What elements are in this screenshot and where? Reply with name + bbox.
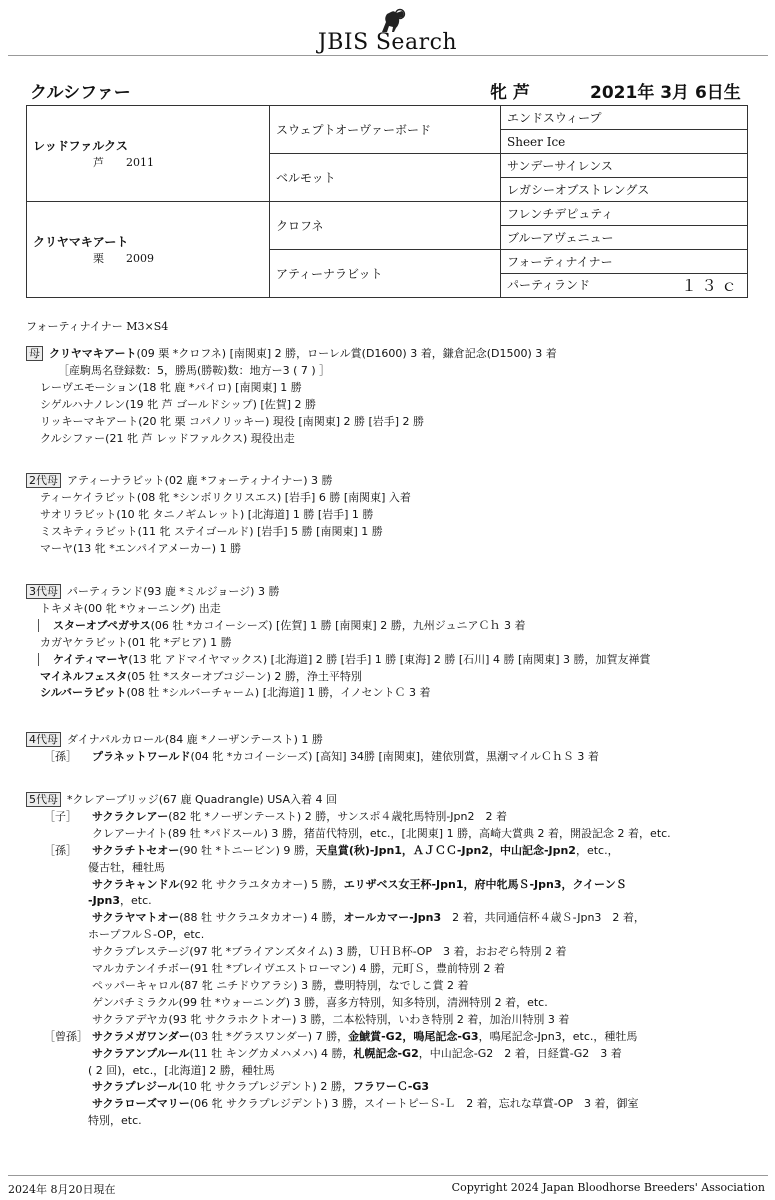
list-item-detail: (11 牡 キングカメハメハ) 4 勝， [189, 1046, 354, 1060]
list-item[interactable]: リッキーマキアート(20 牝 栗 コパノリッキー) 現役 [南関東] 2 勝 [岩手] 2 勝 [40, 414, 425, 428]
list-item[interactable]: トキメキ(00 牝 *ウォーニング) 出走 [40, 601, 221, 615]
pedigree-dd-cell[interactable]: アティーナラビット [270, 250, 501, 298]
dam-stats: ［産駒馬名登録数：5，勝馬(勝鞍)数：地方ー3 ( 7 ) ］ [58, 363, 331, 377]
list-item-bold-name[interactable]: サクラローズマリー [92, 1097, 190, 1111]
logo-search: Search [375, 30, 458, 55]
list-item-continuation: ホープフルＳ-OP，etc. [88, 928, 205, 942]
list-item-detail: (08 牡 *シルバーチャーム) [北海道] 1 勝，イノセントＣ 3 着 [126, 686, 431, 700]
list-item-detail: (04 牝 *カコイーシーズ) [高知] 34勝 [南関東]，建依別賞，黒潮マイルＣｈＳ 3 着 [190, 749, 599, 763]
pedigree-ss-cell[interactable]: スウェプトオーヴァーボード [270, 106, 501, 154]
list-item[interactable]: ゲンパチミラクル(99 牡 *ウォーニング) 3 勝，喜多方特別，知多特別，清洲特別 2 着，etc. [92, 995, 548, 1009]
list-item-bold-name[interactable]: プラネットワールド [92, 749, 191, 763]
list-item[interactable]: サクラアデヤカ(93 牝 サクラホクトオー) 3 勝，二本松特別，いわき特別 2 着，加治川特別 3 着 [92, 1012, 570, 1026]
pedigree-dds-cell[interactable]: フォーティナイナー [501, 250, 748, 274]
list-item-bold-name[interactable]: マイネルフェスタ [40, 669, 128, 683]
list-item-detail: ，鳴尾記念-Jpn3，etc.，種牡馬 [478, 1029, 638, 1043]
second-dam-main[interactable]: アティーナラビット(02 鹿 *フォーティナイナー) 3 勝 [67, 474, 333, 487]
pedigree-dam-cell[interactable] [27, 202, 270, 298]
list-item-detail: (05 牡 *スターオブコジーン) 2 勝，浄土平特別 [127, 669, 362, 683]
dam-main-rest: (09 栗 *クロフネ) [南関東] 2 勝，ローレル賞(D1600) 3 着，鎌倉記念(D1500) 3 着 [136, 347, 557, 360]
horse-sex-color: 牝 芦 [490, 83, 530, 103]
sire-color: 芦 [93, 156, 104, 169]
list-item[interactable]: マーヤ(13 牝 *エンパイアメーカー) 1 勝 [40, 541, 242, 555]
list-item[interactable]: マルカテンイチボー(91 牡 *プレイヴエストローマン) 4 勝，元町Ｓ，豊前特別 2 着 [92, 962, 505, 976]
pedigree-ddd-cell[interactable] [501, 274, 748, 298]
pedigree-sire-cell[interactable] [27, 106, 270, 202]
third-dam-badge: 3代母 [26, 584, 61, 599]
pedigree-dss-cell[interactable]: フレンチデピュティ [501, 202, 748, 226]
list-item[interactable]: シゲルハナノレン(19 牝 芦 ゴールドシップ) [佐賀] 2 勝 [40, 397, 317, 411]
list-item-bold-name[interactable]: サクラクレアー [92, 809, 169, 823]
list-item-detail: (92 牝 サクラユタカオー) 5 勝， [179, 877, 344, 891]
list-item-detail: ，etc.， [575, 843, 619, 857]
list-item-continuation: 優古牡，種牡馬 [88, 860, 165, 874]
sire-name[interactable]: レッドファルクス [33, 139, 128, 153]
pedigree-table [26, 105, 748, 298]
dam-section [26, 346, 766, 447]
horse-birth-date: 2021年 3月 6日生 [590, 83, 741, 103]
pedigree-sss-cell[interactable]: エンドスウィープ [501, 106, 748, 130]
list-item-bold-name[interactable]: ケイティマーヤ [53, 652, 129, 666]
list-item-detail: (06 牡 *カコイーシーズ) [佐賀] 1 勝 [南関東] 2 勝，九州ジュニアＣｈ 3 着 [150, 618, 526, 632]
list-item-bold-name[interactable]: サクラプレジール [92, 1080, 179, 1094]
horse-name: クルシファー [30, 83, 131, 103]
inbreeding-note: フォーティナイナー M3×S4 [26, 320, 169, 333]
list-item[interactable]: ティーケイラビット(08 牝 *シンボリクリスエス) [岩手] 6 勝 [南関東] 入着 [40, 490, 411, 504]
family-code: １３ｃ [680, 275, 741, 295]
list-item-bold-name[interactable]: シルバーラビット [40, 686, 127, 700]
list-item-detail: (82 牝 *ノーザンテースト) 2 勝，サンスポ４歳牝馬特別-Jpn2 2 着 [168, 809, 507, 823]
third-dam-main[interactable]: パーティランド(93 鹿 *ミルジョージ) 3 勝 [67, 585, 280, 598]
relation-tag: ［孫］ [44, 749, 77, 763]
list-item[interactable]: ペッパーキャロル(87 牝 ニチドウアラシ) 3 勝，豊明特別，なでしこ賞 2 着 [92, 978, 469, 992]
list-item[interactable]: クレアーナイト(89 牡 *パドスール) 3 勝，猪苗代特別，etc.，[北関東] 1 勝，高崎大賞典 2 着，開設記念 2 着，etc. [92, 826, 671, 840]
list-item-detail: (88 牡 サクラユタカオー) 4 勝， [179, 911, 344, 925]
pedigree-dsd-cell[interactable]: ブルーアヴェニュー [501, 226, 748, 250]
fifth-dam-main[interactable]: *クレアーブリッジ(67 鹿 Quadrangle) USA入着 4 回 [67, 793, 337, 806]
fourth-dam-main[interactable]: ダイナパルカロール(84 鹿 *ノーザンテースト) 1 勝 [67, 733, 323, 746]
list-item[interactable]: クルシファー(21 牝 芦 レッドファルクス) 現役出走 [40, 431, 295, 445]
relation-tag: ［孫］ [44, 843, 77, 857]
header-divider [8, 55, 768, 56]
horse-title-row [26, 78, 771, 102]
dam-year: 2009 [126, 252, 154, 265]
second-dam-badge: 2代母 [26, 473, 61, 488]
list-item-bold-name[interactable]: サクラチトセオー [92, 843, 180, 857]
dam-badge: 母 [26, 346, 43, 361]
dam-color: 栗 [93, 252, 104, 265]
list-item-continuation: -Jpn3 [88, 894, 121, 908]
footer-date: 2024年 8月20日現在 [8, 1183, 116, 1196]
list-item-bold-races: 天皇賞(秋)-Jpn1，ＡＪＣＣ-Jpn2，中山記念-Jpn2 [315, 843, 576, 857]
list-item-bold-races: オールカマー-Jpn3 [343, 911, 442, 925]
pedigree-ddd-name[interactable]: パーティランド [507, 277, 591, 292]
list-item-bold-name[interactable]: サクラヤマトオー [92, 911, 180, 925]
list-item-detail: (06 牝 サクラプレジデント) 3 勝，スイートピーＳ-Ｌ 2 着，忘れな草賞-OP 3 着，御室 [189, 1097, 639, 1111]
relation-tag: ［子］ [44, 809, 77, 823]
fifth-dam-badge: 5代母 [26, 792, 61, 807]
list-item[interactable]: サクラプレステージ(97 牝 *ブライアンズタイム) 3 勝，ＵＨＢ杯-OP 3 着，おおぞら特別 2 着 [92, 945, 567, 959]
list-item-bold-races: エリザベス女王杯-Jpn1，府中牝馬Ｓ-Jpn3，クイーンＳ [343, 877, 627, 891]
site-logo[interactable] [0, 6, 775, 56]
fourth-dam-section [26, 732, 766, 766]
list-item-detail: (13 牝 アドマイヤマックス) [北海道] 2 勝 [岩手] 1 勝 [東海] 2 勝 [石川] 4 勝 [南関東] 3 勝，加賀友禅賞 [128, 652, 651, 666]
second-dam-section [26, 473, 766, 558]
list-item-bold-name[interactable]: サクラメガワンダー [92, 1029, 190, 1043]
list-item[interactable]: カガヤケラビット(01 牝 *デヒア) 1 勝 [40, 635, 232, 649]
list-item[interactable]: レーヴエモーション(18 牝 鹿 *パイロ) [南関東] 1 勝 [40, 380, 302, 394]
list-item-detail: ，中山記念-G2 2 着，日経賞-G2 3 着 [418, 1046, 622, 1060]
list-item-bold-name[interactable]: スターオブペガサス [53, 618, 151, 632]
list-item-continuation: ( 2 回)，etc.，[北海道] 2 勝，種牡馬 [88, 1063, 275, 1077]
pedigree-sds-cell[interactable]: サンデーサイレンス [501, 154, 748, 178]
third-dam-section [26, 584, 766, 702]
list-item-detail: (90 牡 *トニービン) 9 勝， [179, 843, 316, 857]
list-item-bold-races: 金鯱賞-G2，鳴尾記念-G3 [348, 1029, 479, 1043]
list-item-bold-races: フラワーＣ-G3 [352, 1080, 430, 1094]
tree-connector [38, 653, 53, 666]
footer-copyright: Copyright 2024 Japan Bloodhorse Breeders' Association [451, 1181, 765, 1194]
list-item-detail: 2 着，共同通信杯４歳Ｓ-Jpn3 2 着， [441, 911, 645, 925]
fifth-dam-section [26, 792, 766, 1130]
pedigree-sdd-cell[interactable]: レガシーオブストレングス [501, 178, 748, 202]
list-item-bold-races: 札幌記念-G2 [353, 1046, 419, 1060]
dam-name[interactable]: クリヤマキアート [33, 235, 129, 249]
list-item-detail: (03 牡 *グラスワンダー) 7 勝， [189, 1029, 349, 1043]
list-item-detail: (10 牝 サクラプレジデント) 2 勝， [178, 1080, 353, 1094]
list-item-continuation: 特別，etc. [88, 1114, 142, 1128]
pedigree-sd-cell[interactable]: ベルモット [270, 154, 501, 202]
list-item-bold-name[interactable]: サクラキャンドル [92, 877, 180, 891]
footer-divider [8, 1175, 768, 1176]
fourth-dam-badge: 4代母 [26, 732, 61, 747]
sire-year: 2011 [126, 156, 154, 169]
list-item-detail: ，etc. [120, 894, 152, 908]
list-item[interactable]: ミスキティラビット(11 牝 ステイゴールド) [岩手] 5 勝 [南関東] 1 勝 [40, 524, 383, 538]
list-item[interactable]: サオリラビット(10 牝 タニノギムレット) [北海道] 1 勝 [岩手] 1 勝 [40, 507, 374, 521]
logo-jbis: JBIS [317, 30, 369, 55]
list-item-bold-name[interactable]: サクラアンプルール [92, 1046, 190, 1060]
pedigree-ssd-cell[interactable]: Sheer Ice [501, 130, 748, 154]
dam-main-name[interactable]: クリヤマキアート [49, 347, 137, 360]
relation-tag: ［曾孫］ [44, 1029, 88, 1043]
tree-connector [38, 619, 53, 632]
pedigree-ds-cell[interactable]: クロフネ [270, 202, 501, 250]
